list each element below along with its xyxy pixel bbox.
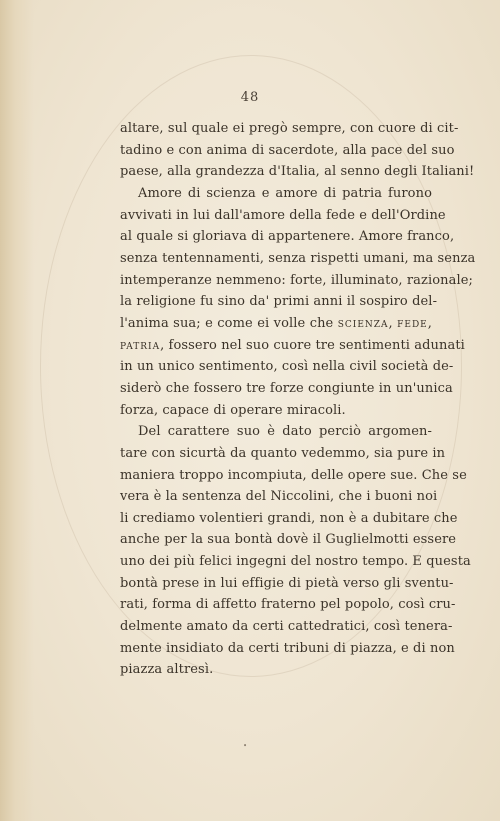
text-line: al quale si gloriava di appartenere. Amore franco, [120,229,455,245]
small-caps-word: patria [120,337,161,353]
text-line: mente insidiato da certi tribuni di piazza, e di non [120,640,455,656]
small-caps-word: fede [397,315,428,331]
bottom-mark: • [243,742,248,750]
text-line: piazza altresì. [120,662,214,678]
text-line: siderò che fossero tre forze congiunte in un'unica [120,380,453,396]
text-line: delmente amato da certi cattedratici, così tenera- [120,619,453,635]
text-line: intemperanze nemmeno: forte, illuminato, razionale; [120,272,473,288]
text-line: maniera troppo incompiuta, delle opere sue. Che se [120,467,467,483]
text-line: patria, fossero nel suo cuore tre sentimenti adunati [120,337,465,353]
text-line: avvivati in lui dall'amore della fede e dell'Ordine [120,207,446,223]
text-line: senza tentennamenti, senza rispetti umani, ma senza [120,250,476,266]
page-gutter-shadow [0,0,34,821]
text-line: bontà prese in lui effigie di pietà verso gli sventu- [120,575,454,591]
text-line: rati, forma di affetto fraterno pel popolo, così cru- [120,597,456,613]
text-line: uno dei più felici ingegni del nostro tempo. E questa [120,554,471,570]
text-line: anche per la sua bontà dovè il Guglielmotti essere [120,532,457,548]
body-text [120,118,476,681]
text-line: li crediamo volentieri grandi, non è a dubitare che [120,510,458,526]
text-line: tadino e con anima di sacerdote, alla pace del suo [120,142,455,158]
text-line: in un unico sentimento, così nella civil società de- [120,359,454,375]
page-number: 48 [240,90,260,105]
text-line: forza, capace di operare miracoli. [120,402,346,418]
text-line: tare con sicurtà da quanto vedemmo, sia pure in [120,445,446,461]
text-line: vera è la sentenza del Niccolini, che i buoni noi [120,489,438,505]
text-line: la religione fu sino da' primi anni il sospiro del- [120,294,438,310]
small-caps-word: scienza [337,315,389,331]
text-line: Del carattere suo è dato perciò argomen- [138,424,432,440]
text-line: altare, sul quale ei pregò sempre, con cuore di cit- [120,121,459,136]
text-line: paese, alla grandezza d'Italia, al senno degli Italiani! [120,164,475,180]
text-line: Amore di scienza e amore di patria furono [138,185,432,201]
text-line: l'anima sua; e come ei volle che scienza, fede, [120,315,432,331]
